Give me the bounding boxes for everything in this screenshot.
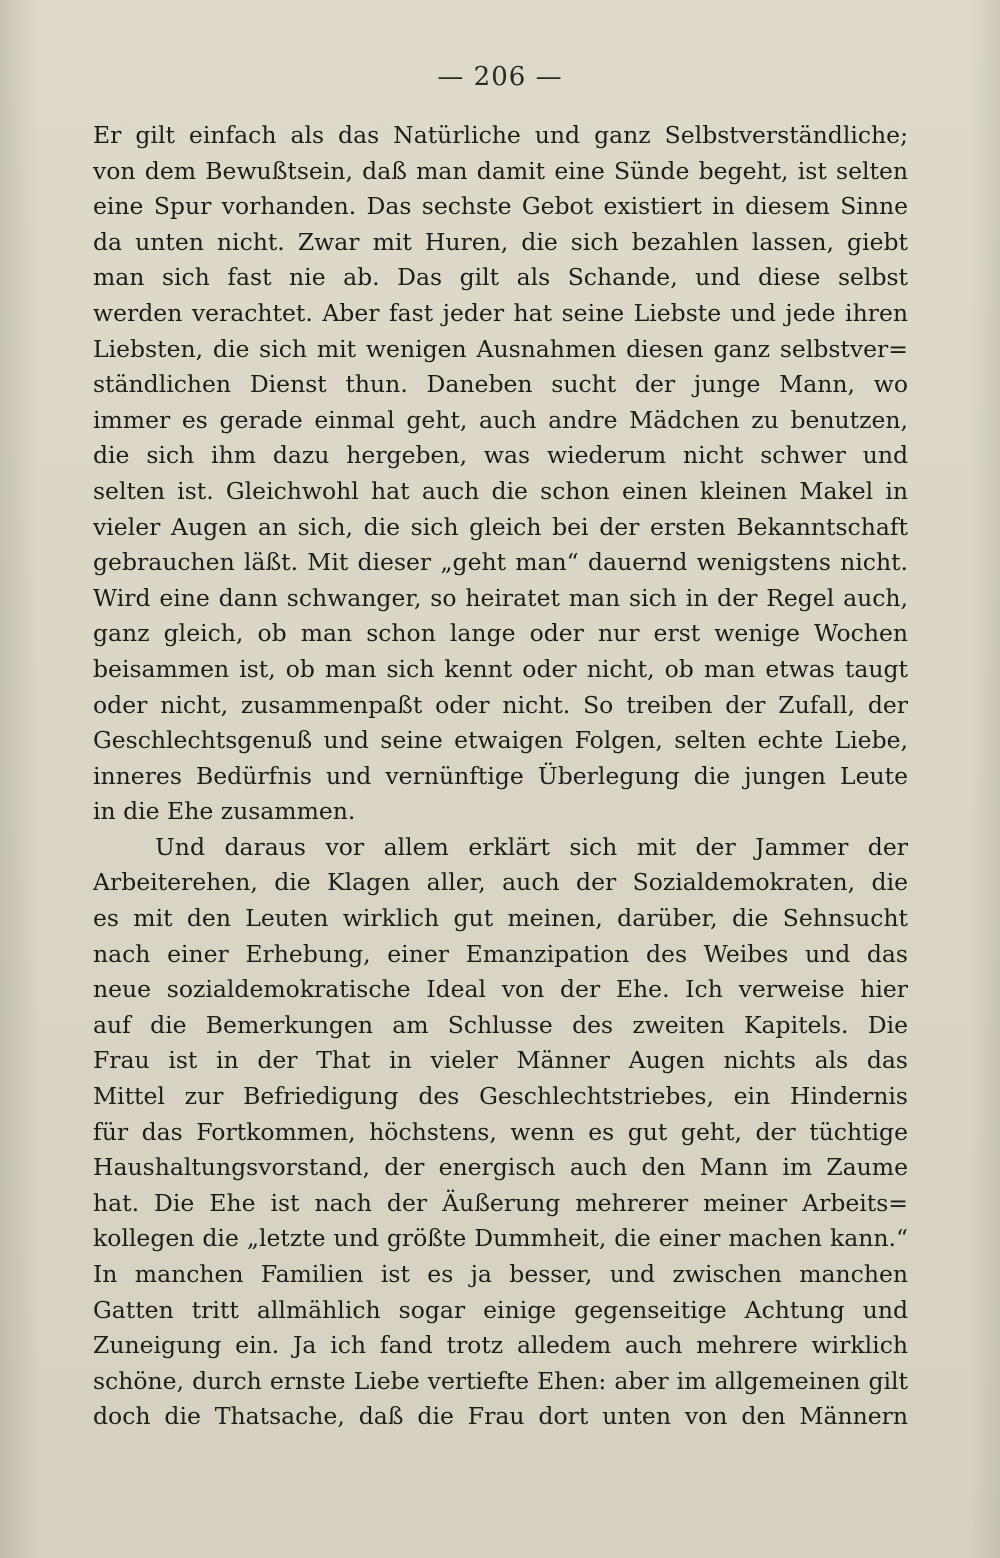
text-line: es mit den Leuten wirklich gut meinen, darüber, die Sehnsucht [93,904,908,933]
text-line: werden verachtet. Aber fast jeder hat seine Liebste und jede ihren [93,298,908,327]
text-line: Zuneigung ein. Ja ich fand trotz alledem auch mehrere wirklich [93,1331,908,1360]
text-line: hat. Die Ehe ist nach der Äußerung mehrerer meiner Arbeits= [93,1188,908,1217]
text-line: ganz gleich, ob man schon lange oder nur erst wenige Wochen [93,619,908,648]
text-line: In manchen Familien ist es ja besser, und zwischen manchen [93,1260,908,1288]
text-line: beisammen ist, ob man sich kennt oder nicht, ob man etwas taugt [93,654,908,683]
text-line: von dem Bewußtsein, daß man damit eine Sünde begeht, ist selten [93,156,908,185]
text-line: Arbeiterehen, die Klagen aller, auch der Sozialdemokraten, die [93,868,908,897]
paragraph-end-line: in die Ehe zusammen. [93,797,356,826]
text-line: gebrauchen läßt. Mit dieser „geht man“ dauernd wenigstens nicht. [93,548,908,577]
text-line: eine Spur vorhanden. Das sechste Gebot existiert in diesem Sinne [93,192,908,221]
text-line: immer es gerade einmal geht, auch andre Mädchen zu benutzen, [93,405,908,434]
text-line: inneres Bedürfnis und vernünftige Überlegung die jungen Leute [93,761,908,790]
text-line: oder nicht, zusammenpaßt oder nicht. So treiben der Zufall, der [93,690,908,719]
text-line: die sich ihm dazu hergeben, was wiederum nicht schwer und [93,441,908,470]
text-line: neue sozialdemokratische Ideal von der Ehe. Ich verweise hier [93,975,908,1004]
text-line: Er gilt einfach als das Natürliche und ganz Selbstverständliche; [93,121,908,149]
text-line: schöne, durch ernste Liebe vertiefte Ehen: aber im allgemeinen gilt [93,1366,908,1395]
text-line: Mittel zur Befriedigung des Geschlechtstriebes, ein Hindernis [93,1082,908,1111]
text-line: für das Fortkommen, höchstens, wenn es gut geht, der tüchtige [93,1117,908,1146]
page-number: — 206 — [437,62,563,92]
text-line: kollegen die „letzte und größte Dummheit, die einer machen kann.“ [93,1224,908,1253]
text-line: da unten nicht. Zwar mit Huren, die sich bezahlen lassen, giebt [93,227,908,256]
text-line: Wird eine dann schwanger, so heiratet man sich in der Regel auch, [93,583,908,612]
text-line: nach einer Erhebung, einer Emanzipation des Weibes und das [93,939,908,968]
text-line: ständlichen Dienst thun. Daneben sucht der junge Mann, wo [93,370,908,399]
text-line: Liebsten, die sich mit wenigen Ausnahmen diesen ganz selbstver= [93,334,908,363]
text-line: Frau ist in der That in vieler Männer Augen nichts als das [93,1046,908,1075]
paragraph-start-line: Und daraus vor allem erklärt sich mit der Jammer der [155,832,908,861]
text-line: auf die Bemerkungen am Schlusse des zweiten Kapitels. Die [93,1010,908,1039]
text-line: selten ist. Gleichwohl hat auch die schon einen kleinen Makel in [93,476,908,505]
text-line: man sich fast nie ab. Das gilt als Schande, und diese selbst [93,263,908,292]
text-line: Haushaltungsvorstand, der energisch auch den Mann im Zaume [93,1153,908,1182]
body-text [93,118,908,1435]
text-line: Gatten tritt allmählich sogar einige gegenseitige Achtung und [93,1295,908,1324]
text-line: Geschlechtsgenuß und seine etwaigen Folgen, selten echte Liebe, [93,726,908,755]
text-line: vieler Augen an sich, die sich gleich bei der ersten Bekanntschaft [93,512,908,541]
text-line: doch die Thatsache, daß die Frau dort unten von den Männern [93,1402,908,1431]
